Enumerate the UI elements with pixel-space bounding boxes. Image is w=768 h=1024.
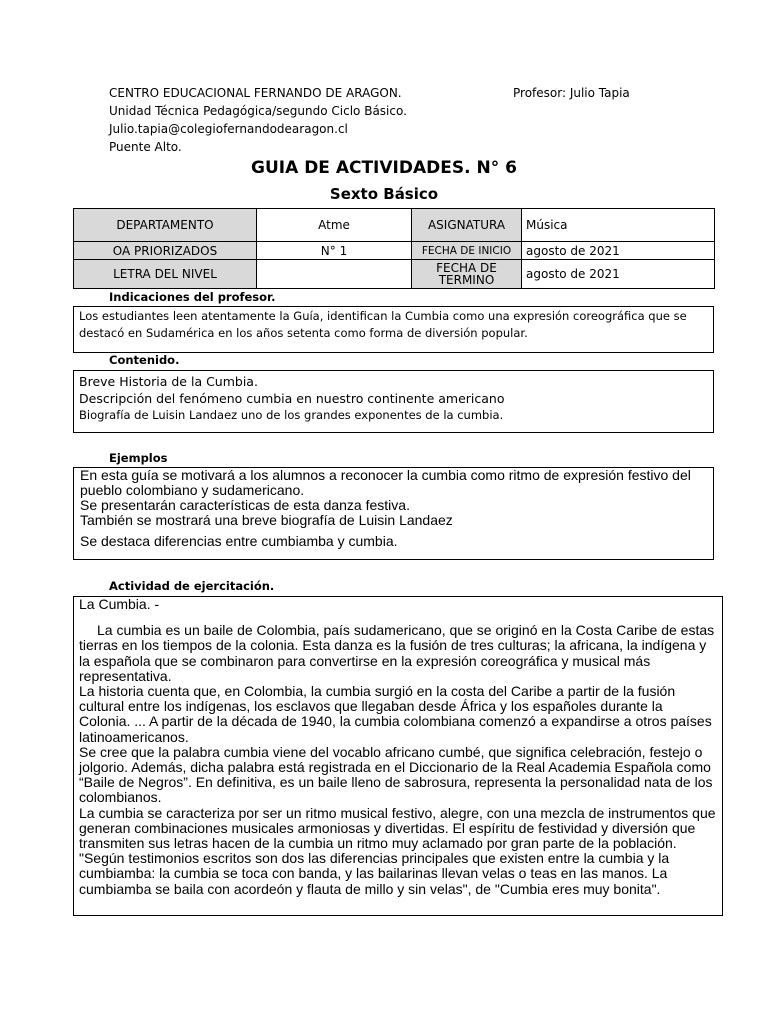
contenido-label: Contenido.	[109, 353, 180, 367]
actividad-box	[73, 596, 723, 916]
ejemplo-line-4: Se destaca diferencias entre cumbiamba y cumbia.	[80, 533, 398, 549]
ejemplos-label: Ejemplos	[109, 451, 168, 465]
actividad-paragraph-4: La cumbia se caracteriza por ser un ritmo musical festivo, alegre, con una mezcla de instrumentos que generan combinaciones musicales armoniosas y divertidas. El espíritu de festividad y diversión que transmiten sus letras hacen de la cumbia un ritmo muy aclamado por gran parte de la población.	[79, 804, 716, 852]
letra-nivel-value	[257, 260, 412, 289]
asignatura-label: ASIGNATURA	[412, 209, 522, 242]
letra-nivel-label: LETRA DEL NIVEL	[74, 260, 257, 289]
actividad-paragraph-1: La cumbia es un baile de Colombia, país sudamericano, que se originó en la Costa Caribe de estas tierras en los tiempos de la colonia. Esta danza es la fusión de tres culturas; la africana, la indígena y la española que se combinaron para convertirse en la expresión coreográfica y musical más representativa.	[79, 622, 715, 684]
actividad-label: Actividad de ejercitación.	[109, 579, 275, 593]
fecha-termino-label: FECHA DE TERMINO	[412, 260, 522, 289]
indicaciones-label: Indicaciones del profesor.	[109, 290, 276, 304]
info-table	[73, 208, 715, 289]
school-name: CENTRO EDUCACIONAL FERNANDO DE ARAGON.	[109, 86, 402, 100]
oa-value: N° 1	[257, 242, 412, 260]
contenido-box	[73, 370, 714, 433]
contenido-item-2: Descripción del fenómeno cumbia en nuestro continente americano	[79, 391, 505, 406]
actividad-paragraph-2: La historia cuenta que, en Colombia, la cumbia surgió en la costa del Caribe a partir de la fusión cultural entre los indígenas, los esclavos que llegaban desde África y los españoles durante la Colonia. ... A partir de la década de 1940, la cumbia colombiana comenzó a expandirse a otros países latinoamericanos.	[79, 683, 712, 745]
actividad-heading: La Cumbia. -	[79, 596, 160, 612]
fecha-inicio-value: agosto de 2021	[522, 242, 715, 260]
departamento-value: Atme	[257, 209, 412, 242]
actividad-paragraph-5: "Según testimonios escritos son dos las diferencias principales que existen entre la cumbia y la cumbiamba: la cumbia se toca con banda, y las bailarinas llevan velas o teas en las manos. La cumbiamba se baila con acordeón y flauta de millo y sin velas", de "Cumbia eres muy bonita".	[79, 850, 670, 897]
indicaciones-text: Los estudiantes leen atentamente la Guía, identifican la Cumbia como una expresión coreográfica que se destacó en Sudamérica en los años setenta como forma de diversión popular.	[79, 309, 687, 340]
asignatura-value: Música	[522, 209, 715, 242]
ejemplo-line-3: También se mostrará una breve biografía de Luisin Landaez	[80, 512, 453, 528]
page-title: GUIA DE ACTIVIDADES. N° 6	[251, 158, 517, 178]
oa-label: OA PRIORIZADOS	[74, 242, 257, 260]
ejemplos-box	[73, 467, 714, 560]
actividad-paragraph-3: Se cree que la palabra cumbia viene del vocablo africano cumbé, que significa celebración, festejo o jolgorio. Además, dicha palabra está registrada en el Diccionario de la Real Academia Española como “Baile de Negros”. En definitiva, es un baile lleno de sabrosura, representa la personalidad nata de los colombianos.	[79, 743, 713, 806]
contenido-item-1: Breve Historia de la Cumbia.	[79, 374, 258, 389]
departamento-label: DEPARTAMENTO	[74, 209, 257, 242]
ejemplo-line-2: Se presentarán características de esta danza festiva.	[80, 497, 410, 513]
ejemplo-line-1: En esta guía se motivará a los alumnos a reconocer la cumbia como ritmo de expresión festivo del pueblo colombiano y sudamericano.	[80, 467, 691, 498]
school-location: Puente Alto.	[109, 140, 182, 154]
page-subtitle: Sexto Básico	[329, 185, 439, 203]
teacher-name: Profesor: Julio Tapia	[513, 86, 630, 100]
fecha-termino-value: agosto de 2021	[522, 260, 715, 289]
unit-name: Unidad Técnica Pedagógica/segundo Ciclo Básico.	[109, 104, 407, 118]
contenido-item-3: Biografía de Luisin Landaez uno de los grandes exponentes de la cumbia.	[79, 408, 504, 422]
fecha-inicio-label: FECHA DE INICIO	[412, 242, 522, 260]
teacher-email: Julio.tapia@colegiofernandodearagon.cl	[109, 122, 348, 136]
indicaciones-box	[73, 306, 714, 353]
